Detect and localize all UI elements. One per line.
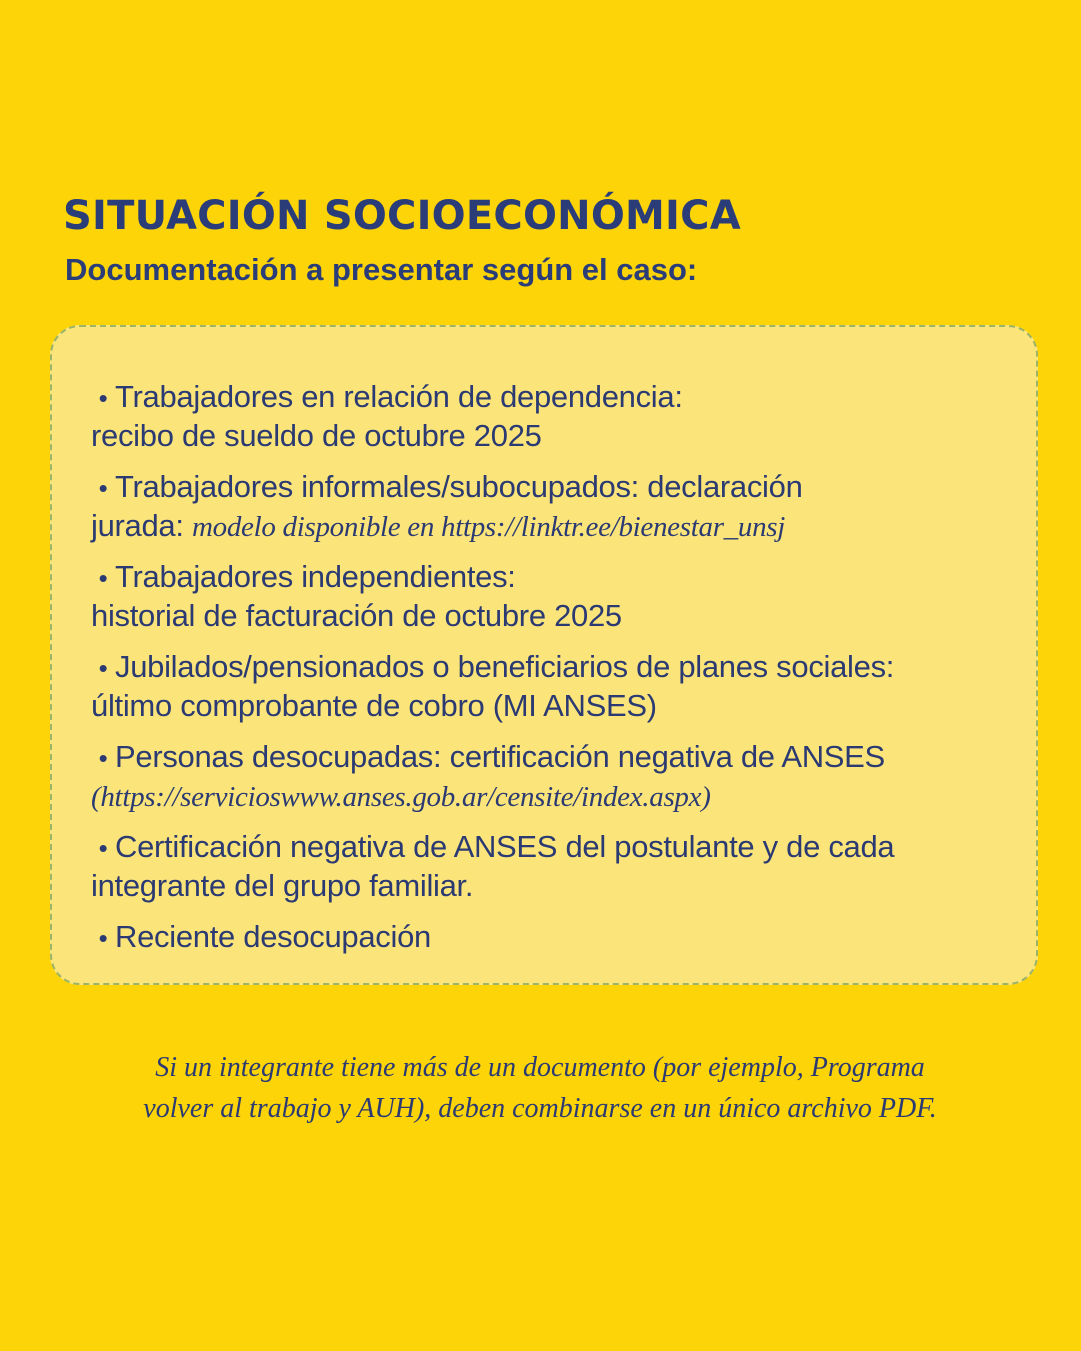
item-link-note: modelo disponible en https://linktr.ee/bienestar_unsj (192, 511, 786, 543)
list-item (91, 468, 1021, 546)
bullet-icon: • (98, 563, 108, 593)
item-heading: Trabajadores informales/subocupados: declaración (115, 469, 803, 504)
list-item (91, 738, 1021, 816)
item-detail (91, 598, 622, 633)
footnote-line-1: Si un integrante tiene más de un documento (por ejemplo, Programa (155, 1052, 925, 1083)
item-detail (91, 508, 785, 543)
bullet-icon: • (98, 743, 108, 773)
item-detail-text: historial de facturación de octubre 2025 (91, 598, 622, 633)
item-detail (91, 418, 542, 453)
page-title: SITUACIÓN SOCIOECONÓMICA (63, 193, 741, 239)
footnote (100, 1047, 980, 1129)
item-heading: Certificación negativa de ANSES del postulante y de cada (115, 829, 895, 864)
item-detail-text: integrante del grupo familiar. (91, 868, 474, 903)
list-item (91, 828, 1021, 906)
page-subtitle: Documentación a presentar según el caso: (65, 252, 698, 287)
item-heading: Trabajadores independientes: (115, 559, 516, 594)
bullet-icon: • (98, 833, 108, 863)
bullet-icon: • (98, 383, 108, 413)
footnote-line-2: volver al trabajo y AUH), deben combinarse en un único archivo PDF. (143, 1093, 937, 1124)
item-detail (91, 688, 657, 723)
item-detail-text: último comprobante de cobro (MI ANSES) (91, 688, 657, 723)
item-heading: Reciente desocupación (115, 919, 431, 954)
item-heading: Trabajadores en relación de dependencia: (115, 379, 683, 414)
list-item (91, 378, 1021, 456)
list-item (91, 558, 1021, 636)
item-detail-text: jurada: (91, 508, 192, 543)
list-item (91, 918, 1021, 957)
bullet-icon: • (98, 473, 108, 503)
item-link-note: (https://servicioswww.anses.gob.ar/censite/index.aspx) (91, 781, 711, 813)
requirements-list (91, 378, 1021, 969)
list-item (91, 648, 1021, 726)
bullet-icon: • (98, 653, 108, 683)
item-heading: Personas desocupadas: certificación negativa de ANSES (115, 739, 885, 774)
item-detail (91, 778, 711, 813)
item-heading: Jubilados/pensionados o beneficiarios de planes sociales: (115, 649, 895, 684)
item-detail (91, 868, 473, 903)
bullet-icon: • (98, 923, 108, 953)
item-detail-text: recibo de sueldo de octubre 2025 (91, 418, 542, 453)
